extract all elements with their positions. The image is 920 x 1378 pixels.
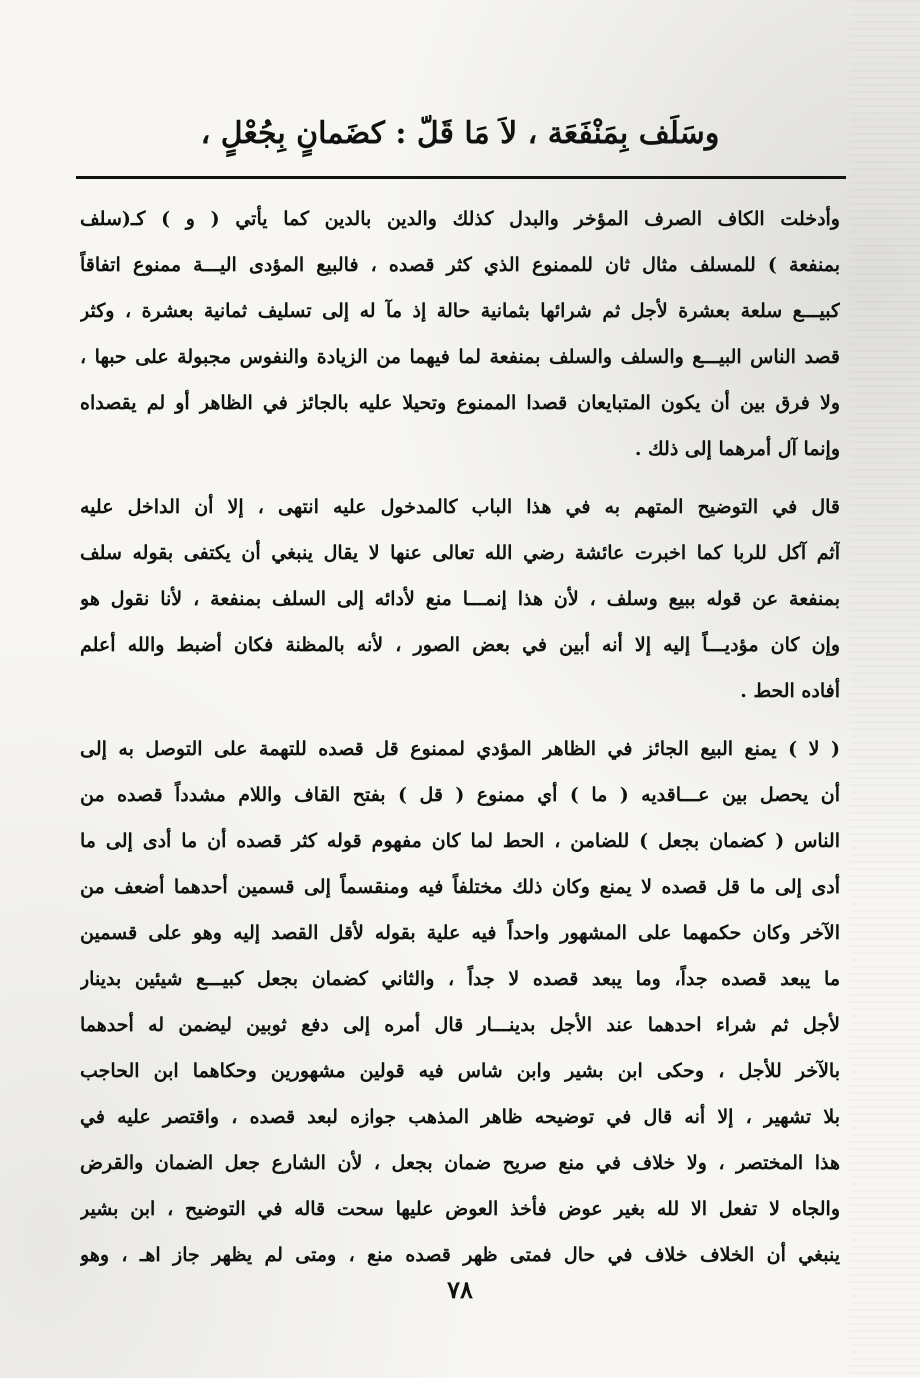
commentary-body (80, 196, 840, 1278)
text-line: بالآخر للأجل ، وحكى ابن بشير وابن شاس فيه قولين مشهورين وحكاهما ابن الحاجب (80, 1060, 840, 1082)
paragraph (80, 196, 840, 472)
text-line: وأدخلت الكاف الصرف المؤخر والبدل كذلك والدين بالدين كما يأتي ( و ) كـ(سلف (80, 208, 840, 230)
text-line: لأجل ثم شراء احدهما عند الأجل بدينـــار قال أمره إلى دفع ثوبين ليضمن له أحدهما (80, 1014, 840, 1036)
page-number: ٧٨ (447, 1275, 473, 1304)
paragraph-gap (80, 714, 840, 726)
text-line: أفاده الحط . (740, 680, 840, 702)
text-line: والجاه لا تفعل الا لله بغير عوض فأخذ العوض عليها سحت قاله في التوضيح ، ابن بشير (80, 1198, 840, 1220)
text-line: الناس ( كضمان بجعل ) للضامن ، الحط لما كان مفهوم قوله كثر قصده أن ما أدى إلى ما (80, 830, 840, 852)
paragraph-gap (80, 472, 840, 484)
text-line: بمنفعة عن قوله ببيع وسلف ، لأن هذا إنمـــا منع لأدائه إلى السلف بمنفعة ، لأنا نقول هو (80, 588, 840, 610)
text-line: قال في التوضيح المتهم به في هذا الباب كالمدخول عليه انتهى ، إلا أن الداخل عليه (80, 496, 840, 518)
text-line: ما يبعد قصده جداً، وما يبعد قصده لا جداً ، والثاني كضمان بجعل كبيـــع شيئين بدينار (80, 968, 840, 990)
text-line: ( لا ) يمنع البيع الجائز في الظاهر المؤدي لممنوع قل قصده للتهمة على التوصل به إلى (80, 738, 840, 760)
paragraph (80, 726, 840, 1278)
text-line: وإن كان مؤديـــاً إليه إلا أنه أبين في بعض الصور ، لأنه بالمظنة فكان أضبط والله أعلم (80, 634, 840, 656)
text-line: كبيـــع سلعة بعشرة لأجل ثم شرائها بثمانية حالة إذ مآ له إلى تسليف ثمانية بعشرة ، وكثر (80, 300, 840, 322)
text-line: آثم آكل للربا كما اخبرت عائشة رضي الله تعالى عنها لا يقال ينبغي أن يكتفى بقوله سلف (80, 542, 840, 564)
text-line: وإنما آل أمرهما إلى ذلك . (634, 438, 840, 460)
text-line: أن يحصل بين عـــاقديه ( ما ) أي ممنوع ( قل ) بفتح القاف واللام مشدداً قصده من (80, 784, 840, 806)
text-line: بمنفعة ) للمسلف مثال ثان للممنوع الذي كثر قصده ، فالبيع المؤدى اليـــة ممنوع اتفاقاً (80, 254, 840, 276)
text-line: الآخر وكان حكمهما على المشهور واحداً فيه علية بقوله لأقل القصد إليه وهو على قسمين (80, 922, 840, 944)
paragraph (80, 484, 840, 714)
text-line: أدى إلى ما قل قصده لا يمنع وكان ذلك مختلفاً فيه ومنقسماً إلى قسمين أحدهما أضعف من (80, 876, 840, 898)
text-line: ولا فرق بين أن يكون المتبايعان قصدا الممنوع وتحيلا عليه بالجائز في الظاهر أو لم يقصداه (80, 392, 840, 414)
scan-edge-noise (850, 0, 920, 1378)
header-rule (76, 176, 846, 179)
text-line: قصد الناس البيـــع والسلف والسلف بمنفعة لما فيهما من الزيادة والنفوس مجبولة على حبها ، (80, 346, 840, 368)
text-line: هذا المختصر ، ولا خلاف في منع صريح ضمان بجعل ، لأن الشارع جعل الضمان والقرض (80, 1152, 840, 1174)
text-line: بلا تشهير ، إلا أنه قال في توضيحه ظاهر المذهب جوازه لبعد قصده ، واقتصر عليه في (80, 1106, 840, 1128)
text-line: ينبغي أن الخلاف خلاف في حال فمتى ظهر قصده منع ، ومتى لم يظهر جاز اهـ ، وهو (80, 1244, 840, 1266)
page-header-verse: وسَلَف بِمَنْفَعَة ، لاَ مَا قَلّ : كضَمانٍ بِجُعْلٍ ، (200, 116, 720, 151)
